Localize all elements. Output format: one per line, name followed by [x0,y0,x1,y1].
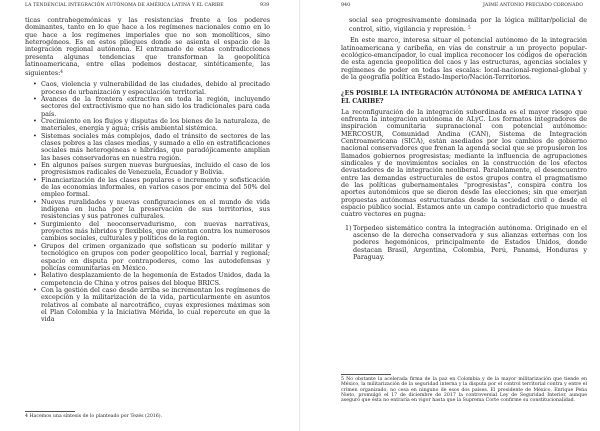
list-item [33,243,270,272]
list-item [33,287,270,324]
list-item-text: Nuevas ruralidades y nuevas configuraciones en el mundo de vida indígena en lucha por la preservación de sus territorios, sus resistencias y sus patrones culturales. [41,197,270,221]
list-item-text: Relativo desplazamiento de la hegemonía de Estados Unidos, dada la competencia de China y otros países del bloque BRICS. [41,271,270,287]
left-page-number: 939 [260,3,270,8]
bullet-icon: • [33,219,37,228]
list-item-text: Crecimiento en los flujos y disputas de los bienes de la naturaleza, de materiales, energía y agua; crisis ambiental sistémica. [41,116,270,133]
continuation-paragraph [341,17,587,34]
list-item [33,272,270,287]
left-running-head: LA TENDENCIAL INTEGRACIÓN AUTÓNOMA DE AMÉRICA LATINA Y EL CARIBE [25,3,224,8]
list-item-text: Caos, violencia y vulnerabilidad de las ciudades, debido al precitado proceso de urbanización y especulación territorial. [41,80,270,96]
bullet-icon: • [33,197,37,206]
continuation-text: social sea progresivamente dominada por la lógica militar/policial de control, sitio, vigilancia y represión. [349,16,587,34]
bullet-icon: • [33,271,37,280]
list-item [33,221,270,243]
tendencies-list [25,81,270,323]
list-item [33,133,270,162]
enumerated-item-number: 1) [345,223,352,232]
list-item [33,162,270,177]
left-intro-paragraph [25,17,270,78]
right-page-number: 940 [341,3,351,8]
list-item-text: Sistemas sociales más complejos, dado el tránsito de sectores de las clases pobres a las clases medias, y sumado a ello en estratificaciones sociales más heterogéneas e híbridas, que paradójicamente amplían las bases conservadoras en nuestra región. [41,131,270,162]
bullet-icon: • [33,94,37,103]
section-heading: ¿ES POSIBLE LA INTEGRACIÓN AUTÓNOMA DE AMÉRICA LATINA Y EL CARIBE? [341,90,583,105]
right-body-column [341,17,587,261]
bullet-icon: • [33,175,37,184]
footnote-divider [25,411,75,412]
list-item [33,96,270,118]
bullet-icon: • [33,161,37,170]
footnote-divider [341,374,391,375]
list-item-text: Surgimiento del neoconservadurismo, con nuevas narrativas, proyectos más híbridos y flexibles, que orientan contra los numerosos cambios sociales, culturales y políticos de la región. [41,219,270,243]
list-item-text: En algunos países surgen nuevas burguesías, incluido el caso de los progresismos radicales de Venezuela, Ecuador y Bolivia. [41,161,270,177]
integration-paragraph: La reconfiguración de la integración subordinada es el mayor riesgo que enfrenta la integración autónoma de ALyC. Los formatos integradores de inspiración comunitaria supranacional con potencial autónomo: MERCOSUR, Comunidad Andina (CAN), Sistema de Integración Centroamericana (SICA), están asediados por los cambios de gobierno nacional conservadores que frenan la agenda social que se propusieron los llamados gobiernos progresistas; mediante la influencia de agrupaciones sindicales y de movimientos sociales en la construcción de los efectos devastadores de la integración neoliberal. Paralelamente, el desencuentro entre las demandas estructurales de estos grupos contra el pragmatismo de las políticas gubernamentales “progresistas”, conspira contra los aportes autonómicos que se dieron desde las elecciones; sin que emerjan propuestas autónomas estructuradas desde la sociedad civil o desde el espacio público social. Estamos ante un campo contradictorio que muestra cuatro vectores en pugna: [341,107,587,219]
framework-paragraph: En este marco, interesa situar el potencial autónomo de la integración latinoamericana y caribeña, en vías de construir a un proyecto popular-ecológico-emancipador, lo cual implica reconocer los códigos de operación de esta agencia geopolítica del caos y las estructuras, agencias sociales y regímenes de poder en todas las escalas: local-nacional-regional-global y de la geografía política Estado-Imperio/Nación-Territorios. [341,36,587,82]
list-item [33,81,270,96]
left-body-column [25,17,270,324]
list-item [33,177,270,199]
list-item-text: Con la gestión del caso desde arriba se incrementan los regímenes de excepción y la militarización de la vida, particularmente en asuntos relativos al combate al narcotráfico, cuyas expresiones máximas son el Plan Colombia y la Iniciativa Mérida, lo cual repercute en que la vida [41,285,270,324]
right-footnote: 5 No obstante la acelerada firma de la paz en Colombia y de la mayor militarización que tiende en México, la militarización de la seguridad interna y la disputa por el control territorial contra y entre el crimen organizado, no cesa en ninguno de esos dos países. El presidente de México, Enrique Peña Nieto, promulgó el 17 de diciembre de 2017 la controversial Ley de Seguridad Interior, aunque aseguró que ésta no entraría en vigor hasta que la Suprema Corte confirme su constitucionalidad. [341,377,587,404]
list-item-text: Grupos del crimen organizado que sofistican su poderío militar y tecnológico en grupos con poder geopolítico local, barrial y regional; espacio en disputa por contrapoderes, como las autodefensas y policías comunitarias en México. [41,241,270,272]
right-running-head: JAIME ANTONIO PRECIADO CORONADO [483,3,584,8]
list-item-text: Financiarización de las clases populares e incremento y sofisticación de las economías informales, en varios casos por encima del 50% del empleo formal. [41,175,270,199]
footnote-ref-4[interactable]: 4 [60,69,63,75]
bullet-icon: • [33,80,37,89]
bullet-icon: • [33,131,37,140]
list-item [33,118,270,133]
enumerated-item-text: Torpedeo sistemático contra la integración autónoma. Originado en el ascenso de la derecha conservadora y sus alianzas externas con los poderes hegemónicos, principalmente de Estados Unidos, donde destacan Brasil, Argentina, Colombia, Perú, Panamá, Honduras y Paraguay. [353,223,587,262]
footnote-ref-5[interactable]: 5 [467,25,471,31]
list-item-text: Avances de la frontera extractiva en toda la región, incluyendo sectores del extractivismo que no han sido los tradicionales para cada país. [41,94,270,118]
right-page [300,0,600,431]
bullet-icon: • [33,116,37,125]
left-intro-text: ticas contrahegemónicas y las resistencias frente a los poderes dominantes, tanto en lo que hace a los regímenes nacionales como en lo que hace a los regímenes imperiales que no son monolíticos, sino heterogéneos. Es en estos pliegues donde se asienta el espacio de la integración regional autónoma. El entramado de estas contradicciones presenta algunas tendencias que transforman la geopolítica latinoamericana, entre ellas podemos destacar, sintéticamente, las siguientes: [25,16,270,78]
list-item [33,199,270,221]
enumerated-item [341,225,587,262]
bullet-icon: • [33,241,37,250]
left-footnote: 4 Hacemos una síntesis de lo planteado por Tezés (2016). [25,414,163,419]
bullet-icon: • [33,285,37,294]
